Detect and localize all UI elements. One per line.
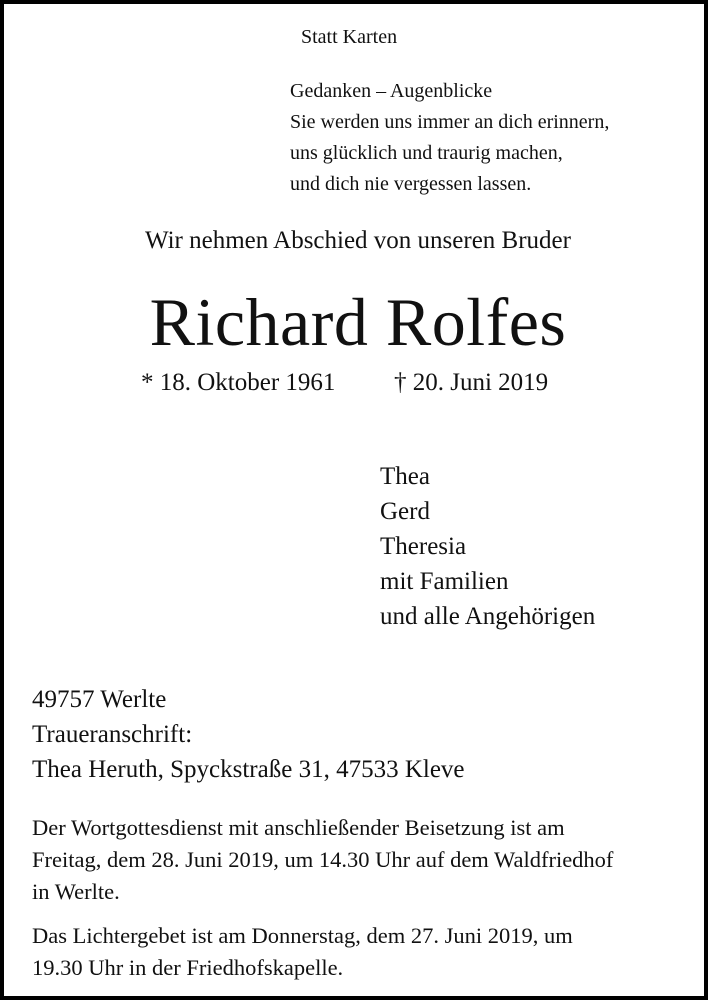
prayer-line: 19.30 Uhr in der Friedhofskapelle. <box>32 955 344 980</box>
address-line: 49757 Werlte <box>32 686 167 713</box>
service-line: Freitag, dem 28. Juni 2019, um 14.30 Uhr auf dem Waldfriedhof <box>32 847 614 872</box>
poem-line: Gedanken – Augenblicke <box>290 80 493 102</box>
poem-line: uns glücklich und traurig machen, <box>290 142 563 164</box>
birth-date: * 18. Oktober 1961 <box>141 369 336 396</box>
mourner: und alle Angehörigen <box>380 603 596 630</box>
poem <box>290 76 609 200</box>
service-line: Der Wortgottesdienst mit anschließender Beisetzung ist am <box>32 815 565 840</box>
mourning-address <box>32 682 465 787</box>
mourner: mit Familien <box>380 568 509 595</box>
address-line: Thea Heruth, Spyckstraße 31, 47533 Kleve <box>32 756 465 783</box>
prayer-info <box>32 920 573 984</box>
death-date: † 20. Juni 2019 <box>394 369 549 396</box>
notice-header: Statt Karten <box>301 26 398 48</box>
mourners-list <box>380 459 595 634</box>
service-info <box>32 812 613 908</box>
intro-text: Wir nehmen Abschied von unseren Bruder <box>145 227 571 254</box>
service-line: in Werlte. <box>32 879 120 904</box>
address-line: Traueranschrift: <box>32 721 193 748</box>
mourner: Theresia <box>380 533 467 560</box>
prayer-line: Das Lichtergebet ist am Donnerstag, dem 27. Juni 2019, um <box>32 923 573 948</box>
poem-line: und dich nie vergessen lassen. <box>290 173 532 195</box>
mourner: Thea <box>380 463 430 490</box>
mourner: Gerd <box>380 498 430 525</box>
deceased-name: Richard Rolfes <box>149 284 567 360</box>
poem-line: Sie werden uns immer an dich erinnern, <box>290 111 610 133</box>
